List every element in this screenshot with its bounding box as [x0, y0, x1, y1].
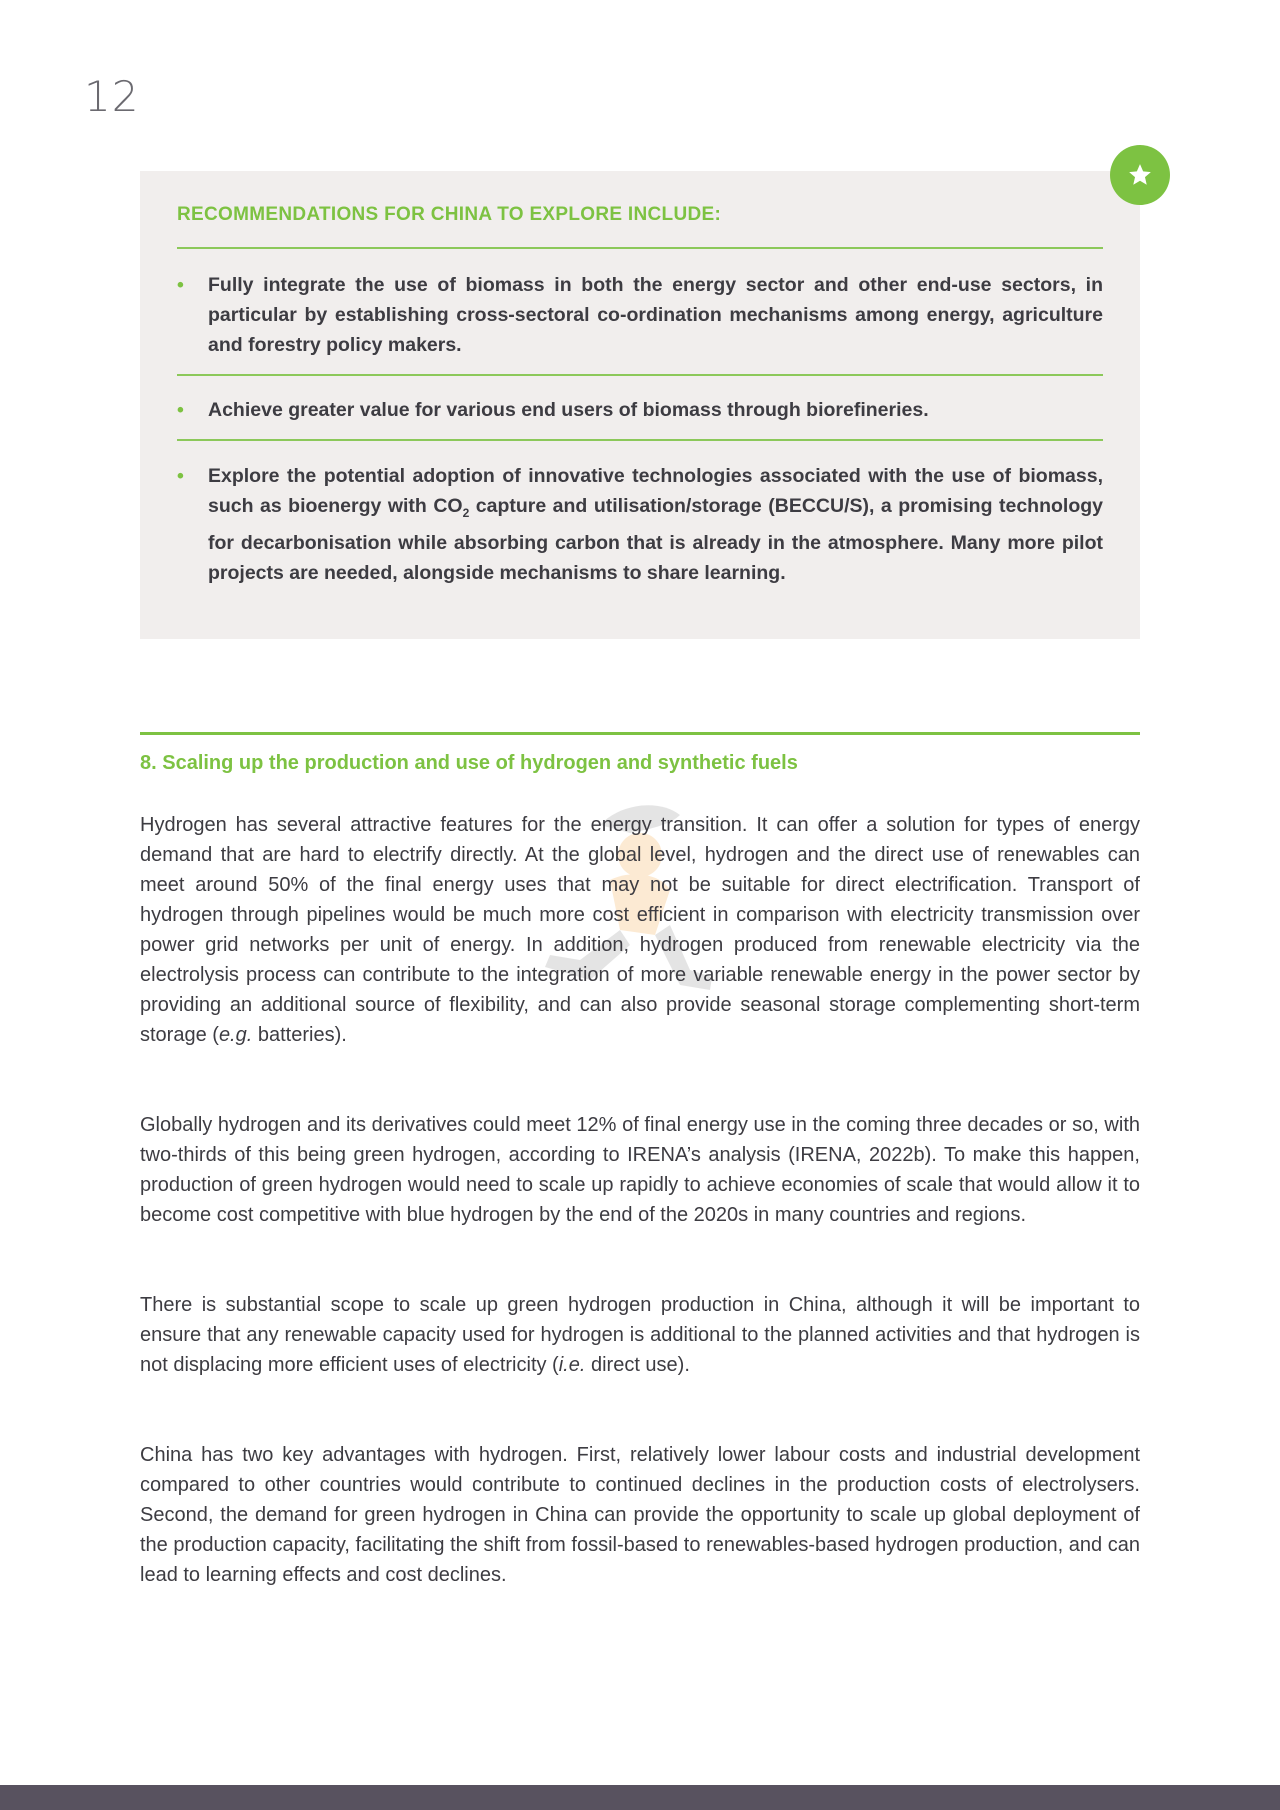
divider: [177, 439, 1103, 441]
body-paragraph: [140, 810, 1140, 1050]
emphasis-text: e.g.: [218, 1024, 253, 1046]
recommendation-text: Achieve greater value for various end users of biomass through biorefineries.: [208, 399, 929, 421]
recommendation-text: Fully integrate the use of biomass in both the energy sector and other end-use sectors, in particular by establishing cross-sectoral co-ordination mechanisms among energy, agriculture and forestry policy makers.: [208, 274, 1103, 356]
recommendation-item: [177, 270, 1103, 360]
recommendation-text: [208, 461, 1103, 588]
page-number: 12: [84, 72, 140, 121]
bullet-icon: •: [177, 399, 184, 421]
paragraph-text: There is substantial scope to scale up green hydrogen production in China, although it will be important to ensure that any renewable capacity used for hydrogen is additional to the planned activities and that hydrogen is not displacing more efficient uses of electricity (: [140, 1294, 1140, 1376]
footer-bar: [0, 1785, 1280, 1810]
bullet-icon: •: [177, 274, 184, 296]
body-paragraph: [140, 1290, 1140, 1380]
star-badge: [1110, 145, 1170, 205]
emphasis-text: i.e.: [558, 1354, 586, 1376]
paragraph-text: batteries).: [252, 1024, 347, 1046]
recommendation-item: [177, 461, 1103, 588]
body-paragraph: China has two key advantages with hydrogen. First, relatively lower labour costs and industrial development compared to other countries would contribute to continued declines in the production costs of electrolysers. Second, the demand for green hydrogen in China can provide the opportunity to scale up global deployment of the production capacity, facilitating the shift from fossil-based to renewables-based hydrogen production, and can lead to learning effects and cost declines.: [140, 1444, 1140, 1586]
recommendation-text-part: Explore the potential adoption of innovative technologies associated with the use of biomass, such as bioenergy with CO: [208, 465, 1103, 517]
section-divider: [140, 732, 1140, 735]
recommendations-box: [140, 171, 1140, 639]
divider: [177, 247, 1103, 249]
subscript: 2: [462, 505, 470, 520]
star-icon: [1127, 162, 1153, 188]
section-heading: 8. Scaling up the production and use of hydrogen and synthetic fuels: [140, 752, 798, 774]
recommendations-title: RECOMMENDATIONS FOR CHINA TO EXPLORE INCLUDE:: [177, 204, 722, 225]
paragraph-text: Hydrogen has several attractive features for the energy transition. It can offer a solution for types of energy demand that are hard to electrify directly. At the global level, hydrogen and the direct use of renewables can meet around 50% of the final energy uses that may not be suitable for direct electrification. Transport of hydrogen through pipelines would be much more cost efficient in comparison with electricity transmission over power grid networks per unit of energy. In addition, hydrogen produced from renewable electricity via the electrolysis process can contribute to the integration of more variable renewable energy in the power sector by providing an additional source of flexibility, and can also provide seasonal storage complementing short-term storage (: [140, 814, 1140, 1046]
recommendation-text-part: capture and utilisation/storage (BECCU/S), a promising technology for decarbonisation while absorbing carbon that is already in the atmosphere. Many more pilot projects are needed, alongside mechanisms to share learning.: [208, 495, 1103, 584]
bullet-icon: •: [177, 465, 184, 487]
recommendation-item: [177, 395, 1103, 425]
paragraph-text: direct use).: [585, 1354, 690, 1376]
body-paragraph: Globally hydrogen and its derivatives could meet 12% of final energy use in the coming three decades or so, with two-thirds of this being green hydrogen, according to IRENA’s analysis (IRENA, 2022b). To make this happen, production of green hydrogen would need to scale up rapidly to achieve economies of scale that would allow it to become cost competitive with blue hydrogen by the end of the 2020s in many countries and regions.: [140, 1114, 1140, 1226]
divider: [177, 374, 1103, 376]
